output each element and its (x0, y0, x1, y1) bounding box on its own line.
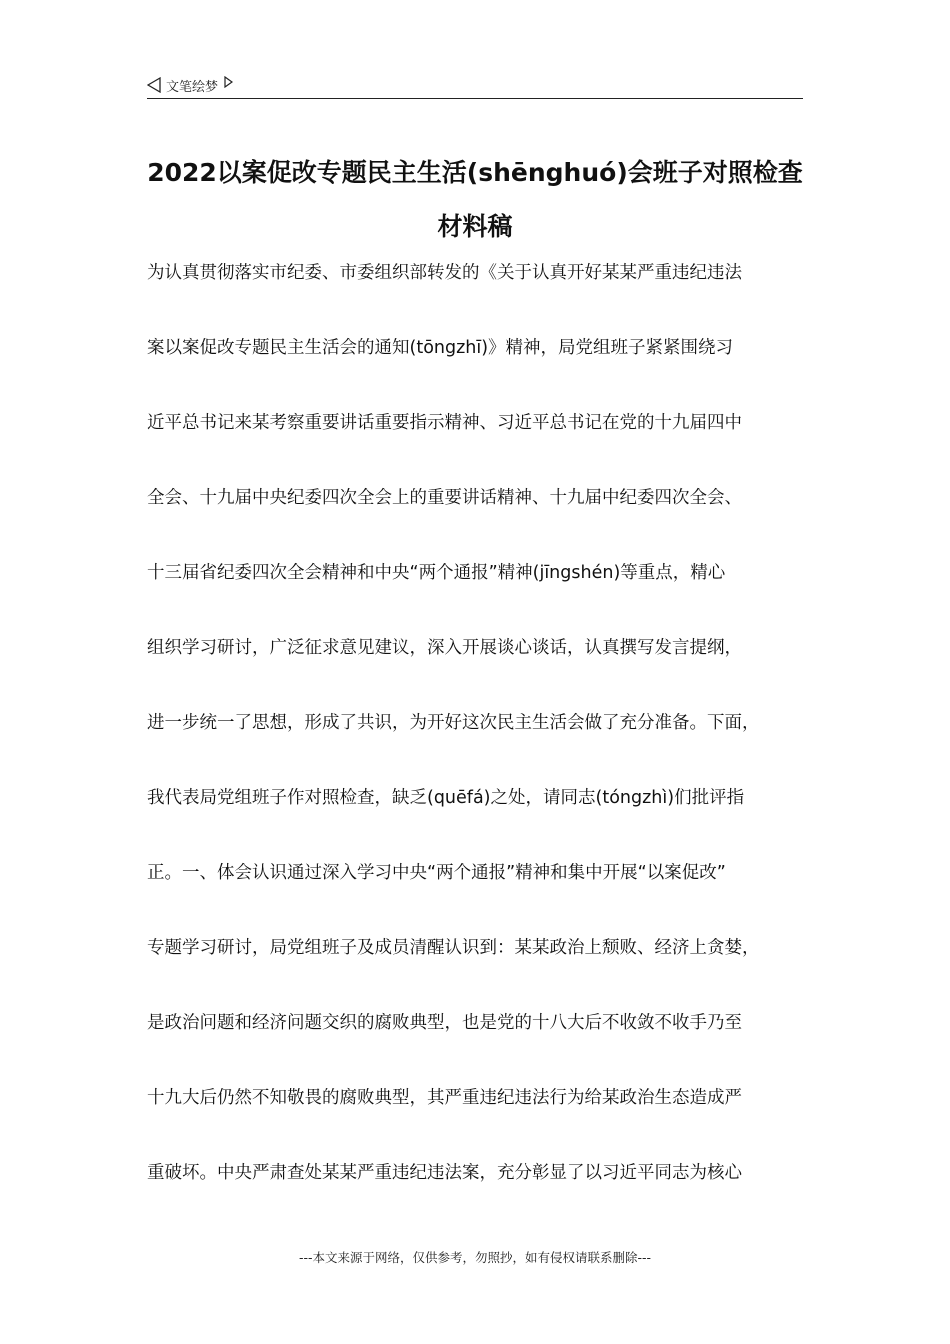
brand-text: 文笔绘梦 (166, 79, 219, 95)
document-header (147, 72, 803, 99)
body-line: 专题学习研讨，局党组班子及成员清醒认识到：某某政治上颓败、经济上贪婪， (147, 938, 760, 958)
title-line-2: 材料稿 (437, 212, 513, 241)
body-line: 案以案促改专题民主生活会的通知(tōngzhī)》精神，局党组班子紧紧围绕习 (147, 338, 734, 358)
title-line-1: 2022以案促改专题民主生活(shēnghuó)会班子对照检查 (147, 158, 803, 187)
brand (147, 74, 233, 96)
body-line: 组织学习研讨，广泛征求意见建议，深入开展谈心谈话，认真撰写发言提纲， (147, 638, 742, 658)
body-line: 正。一、体会认识通过深入学习中央“两个通报”精神和集中开展“以案促改” (147, 863, 726, 883)
triangle-left-icon (147, 77, 161, 93)
document-title (140, 146, 810, 254)
body-line: 是政治问题和经济问题交织的腐败典型，也是党的十八大后不收敛不收手乃至 (147, 1013, 742, 1033)
body-line: 为认真贯彻落实市纪委、市委组织部转发的《关于认真开好某某严重违纪违法 (147, 263, 742, 283)
body-line: 全会、十九届中央纪委四次全会上的重要讲话精神、十九届中纪委四次全会、 (147, 488, 742, 508)
body-line: 我代表局党组班子作对照检查，缺乏(quēfá)之处，请同志(tóngzhì)们批评指 (147, 788, 745, 808)
body-line: 近平总书记来某考察重要讲话重要指示精神、习近平总书记在党的十九届四中 (147, 413, 742, 433)
footer-disclaimer: ---本文来源于网络，仅供参考，勿照抄，如有侵权请联系删除--- (298, 1250, 652, 1265)
body-line: 十九大后仍然不知敬畏的腐败典型，其严重违纪违法行为给某政治生态造成严 (147, 1088, 742, 1108)
body-line: 进一步统一了思想，形成了共识，为开好这次民主生活会做了充分准备。下面， (147, 713, 760, 733)
triangle-right-icon (224, 76, 233, 88)
body-line: 十三届省纪委四次全会精神和中央“两个通报”精神(jīngshén)等重点，精心 (147, 563, 726, 583)
body-line: 重破坏。中央严肃查处某某严重违纪违法案，充分彰显了以习近平同志为核心 (147, 1163, 742, 1183)
